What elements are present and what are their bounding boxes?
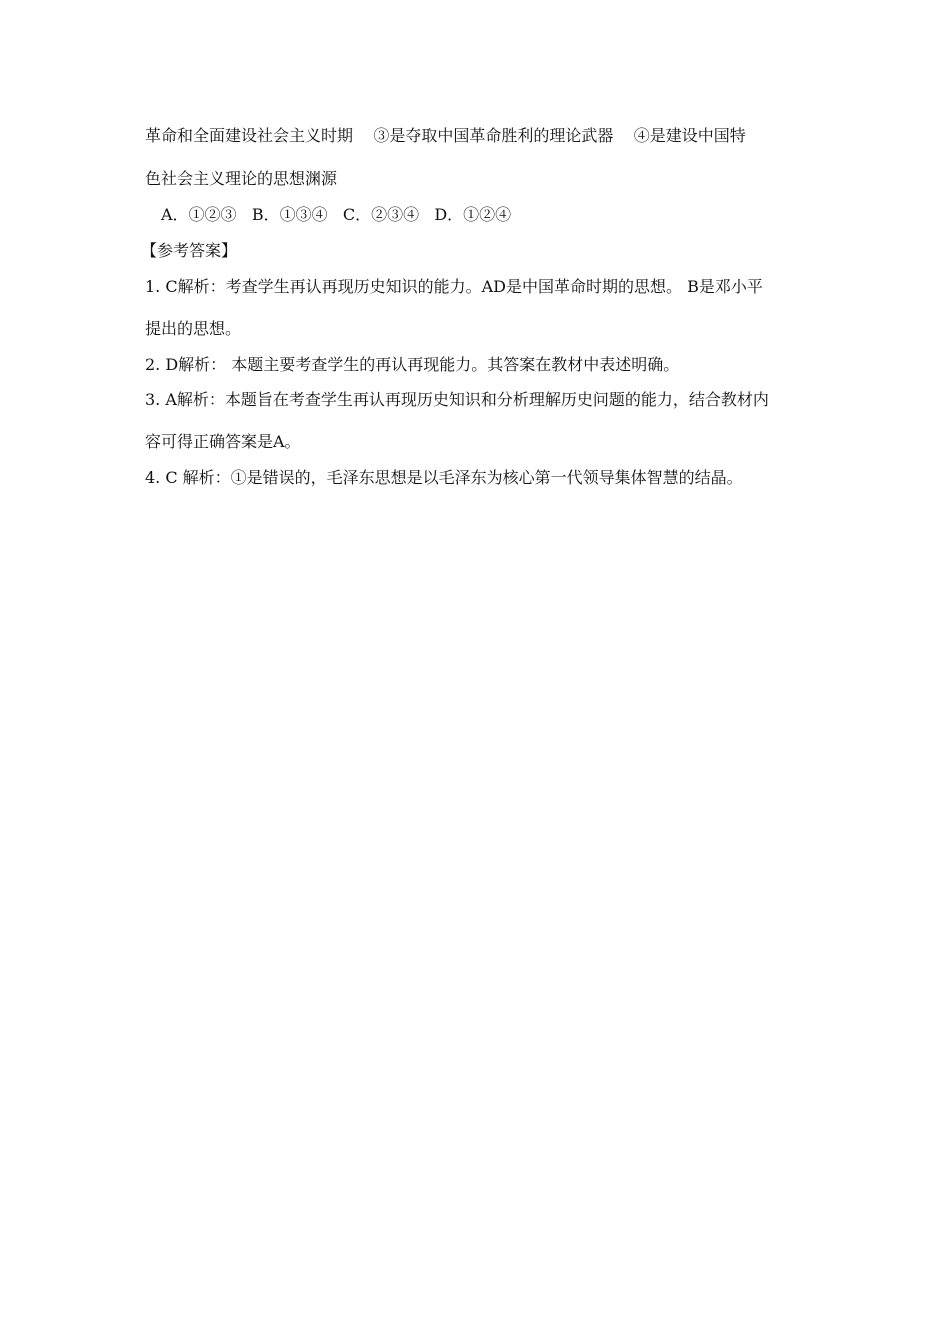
answer-4: 4. C 解析：①是错误的，毛泽东思想是以毛泽东为核心第一代领导集体智慧的结晶。 — [145, 468, 743, 487]
answer-key-heading: 【参考答案】 — [141, 241, 238, 260]
answer-options: A．①②③ B．①③④ C．②③④ D．①②④ — [161, 205, 512, 224]
question-text-line-1: 革命和全面建设社会主义时期 ③是夺取中国革命胜利的理论武器 ④是建设中国特 — [145, 126, 746, 145]
answer-1-line-2: 提出的思想。 — [145, 319, 242, 338]
answer-3-line-2: 容可得正确答案是A。 — [145, 432, 301, 451]
question-text-line-2: 色社会主义理论的思想渊源 — [145, 169, 338, 188]
answer-3-line-1: 3. A解析：本题旨在考查学生再认再现历史知识和分析理解历史问题的能力，结合教材内 — [145, 390, 769, 409]
answer-2: 2. D解析： 本题主要考查学生的再认再现能力。其答案在教材中表述明确。 — [145, 355, 680, 374]
answer-1-line-1: 1. C解析：考查学生再认再现历史知识的能力。AD是中国革命时期的思想。 B是邓小平 — [145, 277, 763, 296]
